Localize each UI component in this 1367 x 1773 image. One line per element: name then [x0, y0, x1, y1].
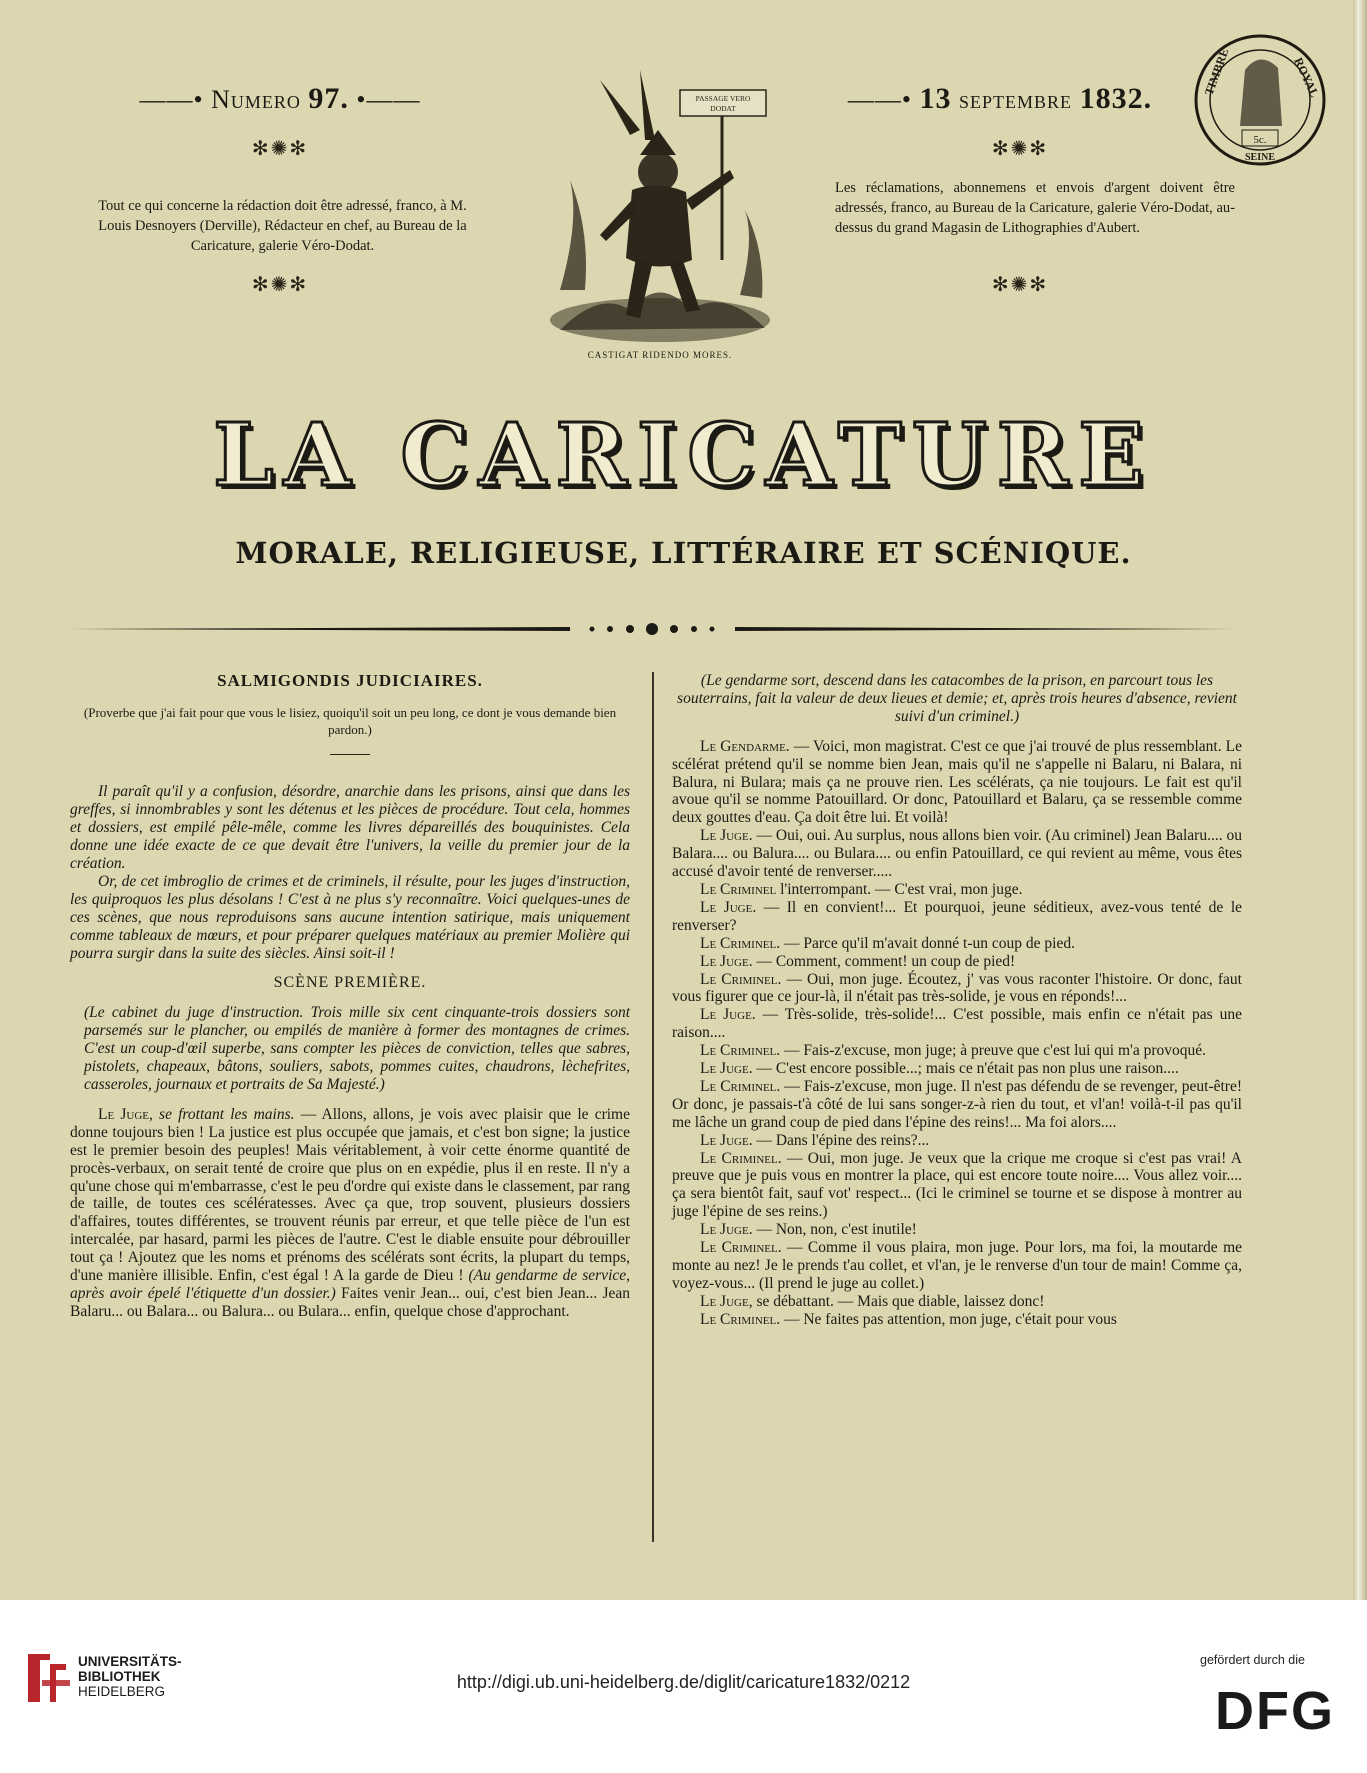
ornament-right-lower: ✻✺✻: [991, 274, 1049, 296]
scene-heading: SCÈNE PREMIÈRE.: [273, 974, 427, 992]
funding-label: gefördert durch die: [1200, 1653, 1305, 1667]
speech-text: — Ne faites pas attention, mon juge, c'était pour vous: [783, 1310, 1117, 1328]
ornamental-rule: [70, 622, 1235, 636]
speech-text: — Parce qu'il m'avait donné t-un coup de pied.: [783, 934, 1075, 952]
speech-text: — Non, non, c'est inutile!: [756, 1221, 917, 1239]
ornament-left: ✻✺✻: [251, 138, 309, 160]
stamp-text-left: TIMBRE: [1201, 46, 1232, 98]
dialogue-line: [672, 1132, 1242, 1150]
dialogue-line: [672, 1221, 1242, 1239]
dialogue-line: [672, 935, 1242, 953]
separator: [330, 754, 370, 756]
intro-paragraph-2: Or, de cet imbroglio de crimes et de criminels, il résulte, pour les juges d'instruction, les quiproquos les plus désolans ! C'est à ne plus s'y reconnaître. Voici quelques-unes de ces scènes, que nous reproduisons sans aucune intention satirique, mais uniquement comme tableaux de mœurs, et pour préparer quelques matériaux au premier Molière qui pourra surgir dans la suite des siècles. Ainsi soit-il !: [70, 872, 630, 962]
speaker-name: Le Juge.: [700, 1006, 763, 1024]
editorial-address: Tout ce qui concerne la rédaction doit être adressé, franco, à M. Louis Desnoyers (Derville), Rédacteur en chef, au Bureau de la Caricature, galerie Véro-Dodat.: [98, 198, 467, 254]
speech-text: — Comment, comment! un coup de pied!: [756, 952, 1016, 970]
dialogue-line: [672, 899, 1242, 935]
vignette-banner-line2: DODAT: [710, 104, 736, 113]
dialogue: [672, 738, 1242, 1329]
speaker-name: Le Criminel.: [700, 1149, 787, 1167]
column-divider: [652, 672, 654, 1542]
page-edge: [1353, 0, 1367, 1600]
juge-monologue: Le Juge, se frottant les mains. — Allons, allons, je vois avec plaisir que le crime donne toujours bien ! La justice est plus occupée que jamais, et c'est bon signe; la justice est le premier besoin des peuples! Mais véritablement, à voir cette énorme quantité de procès-verbaux, on serait tenté de croire que plus on en expédie, plus il en reste. Il n'y a qu'une chose qui m'embarrasse, c'est le peu d'ordre qui existe dans le classement, par rang de taille, de toutes ces scélératesses. Avec ça que, trop souvent, plusieurs dossiers d'affaires, toutes différentes, se trouvent réunis par erreur, et que telle pièce de l'un est intercalée, par hasard, parmi les pièces de l'autre. C'est le diable ensuite pour débrouiller tout ça ! Ajoutez que les noms et prénoms des scélérats sont écrits, la plupart du temps, d'une manière illisible. Enfin, c'est égal ! A la garde de Dieu ! (Au gendarme de service, après avoir épelé l'étiquette d'un dossier.) Faites venir Jean... oui, c'est bien Jean... Jean Balaru... ou Balara... ou Balura... ou Bulara... enfin, quelque chose d'approchant.: [70, 1105, 631, 1320]
speaker-name: Le Juge.: [700, 1060, 757, 1078]
jester-vignette-illustration: [540, 60, 780, 350]
vignette-banner-line1: PASSAGE VERO: [695, 94, 751, 103]
speech-text: — C'est encore possible...; mais ce n'était pas non plus une raison....: [756, 1060, 1179, 1078]
dialogue-line: [672, 1239, 1242, 1293]
speech-text: — Dans l'épine des reins?...: [756, 1131, 930, 1149]
speech-text: — Voici, mon magistrat. C'est ce que j'ai trouvé de plus ressemblant. Le scélérat prétend qu'il se nomme bien Jean, mais qu'il ne s'appelle ni Balaru, ni Balara, ni Balura, ni Bulara; mais ça ne prouve rien. Les scélérats, ça nie toujours. Le fait est qu'il avoue qu'il se nomme Patouillard. Or donc, Patouillard et Balaru, ça se ressemble comme deux gouttes d'eau. Ça doit être lui. Et voilà!: [672, 737, 1242, 827]
speaker-name: Le Criminel.: [700, 1239, 788, 1257]
speech-text: — Fais-z'excuse, mon juge. Il n'est pas défendu de se revenger, peut-être! Or donc, je passais-t'à côté de lui sans songer-z-à rien du tout, et vl'an! voilà-t-il pas qu'il me lâche un grand coup de pied dans l'épine des reins!... Ma foi alors....: [672, 1077, 1242, 1131]
dialogue-line: [672, 1150, 1242, 1222]
dialogue-line: [672, 953, 1242, 971]
stage-direction-2: (Le gendarme sort, descend dans les catacombes de la prison, en parcourt tous les souterrains, fait la valeur de deux lieues et demie; et, après trois heures d'absence, revient suivi d'un criminel.): [677, 672, 1237, 725]
speech-text: — Il en convient!... Et pourquoi, jeune séditieux, avez-vous tenté de le renverser?: [672, 898, 1243, 934]
stamp-price: 5c.: [1253, 134, 1267, 146]
speech-text: — Très-solide, très-solide!... C'est possible, mais enfin ce n'était pas une raison....: [672, 1006, 1242, 1042]
issue-date: ——• 13 septembre 1832.: [847, 82, 1153, 115]
article-left-column: [70, 672, 630, 1321]
stamp-text-right: ROYAL: [1291, 55, 1322, 100]
speech-text: — Oui, mon juge. Écoutez, j' vas vous raconter l'histoire. Or donc, faut vous figurer que ce jour-là, il n'était pas très-solide, je vous en réponds!...: [672, 970, 1242, 1006]
stage-direction-1: (Le cabinet du juge d'instruction. Trois mille six cent cinquante-trois dossiers sont parsemés sur le plancher, ou empilés de manière à former des montagnes de crimes. C'est un coup-d'œil superbe, sans compter les pièces de conviction, telles que sabres, pistolets, chapeaux, bâtons, souliers, sabots, pommes cuites, chaudrons, lèchefrites, casseroles, journaux et portraits de Sa Majesté.): [84, 1004, 630, 1093]
dialogue-line: [672, 971, 1242, 1007]
article-note: (Proverbe que j'ai fait pour que vous le lisiez, quoiqu'il soit un peu long, ce dont je vous demande bien pardon.): [83, 704, 617, 737]
dialogue-line: [672, 827, 1242, 881]
speech-text: — Fais-z'excuse, mon juge; à preuve que c'est lui qui m'a provoqué.: [783, 1042, 1207, 1060]
stamp-seine: SEINE: [1244, 152, 1276, 163]
dialogue-line: [672, 738, 1242, 828]
speaker-name: Le Juge.: [700, 1221, 757, 1239]
newspaper-title: LA CARICATURE: [213, 405, 1154, 506]
speaker-name: Le Gendarme.: [700, 737, 794, 755]
dialogue-line: [672, 1006, 1242, 1042]
royal-stamp: [1190, 30, 1330, 170]
speaker-name: Le Juge.: [700, 898, 764, 916]
speech-text: — Comme il vous plaira, mon juge. Pour lors, ma foi, la moutarde me monte au nez! Je le prends t'au collet, et vl'an, je le renverse d'un tour de main! Comme ça, voyez-vous... (Il prend le juge au collet.): [672, 1239, 1243, 1292]
speaker-name: Le Juge,: [700, 1292, 757, 1310]
motto: CASTIGAT RIDENDO MORES.: [587, 350, 733, 360]
ornament-right: ✻✺✻: [991, 138, 1049, 160]
article-right-column: [672, 672, 1242, 1329]
article-title: SALMIGONDIS JUDICIAIRES.: [217, 671, 483, 690]
speaker-name: Le Criminel.: [700, 934, 784, 952]
intro-paragraph-1: Il paraît qu'il y a confusion, désordre, anarchie dans les prisons, ainsi que dans les greffes, si innombrables y sont les détenus et les pièces de procédure. Tout cela, hommes et dossiers, est empilé pêle-mêle, comme les livres dépareillés des bouquinistes. Cela donne une idée exacte de ce que devait être l'univers, la veille du premier jour de la création.: [70, 783, 630, 873]
newspaper-subtitle: MORALE, RELIGIEUSE, LITTÉRAIRE ET SCÉNIQUE.: [235, 536, 1132, 570]
speaker-name: Le Juge.: [700, 827, 757, 845]
speaker-name: Le Criminel.: [700, 970, 787, 988]
page-url[interactable]: http://digi.ub.uni-heidelberg.de/diglit/caricature1832/0212: [456, 1672, 911, 1692]
subscription-address: Les réclamations, abonnemens et envois d'argent doivent être adressés, franco, au Bureau de la Caricature, galerie Véro-Dodat, au-dessus du grand Magasin de Lithographies d'Aubert.: [835, 180, 1235, 236]
issue-number: ——• Numero 97. •——: [139, 82, 421, 115]
dfg-logo: DFG: [1215, 1681, 1335, 1741]
speaker-name: Le Juge.: [700, 1131, 757, 1149]
speech-text: l'interrompant. — C'est vrai, mon juge.: [780, 880, 1023, 898]
dialogue-line: [672, 1042, 1242, 1060]
speaker-name: Le Criminel.: [700, 1077, 785, 1095]
dialogue-line: [672, 1078, 1242, 1132]
university-name: UNIVERSITÄTS- BIBLIOTHEK HEIDELBERG: [78, 1654, 182, 1699]
speech-text: se débattant. — Mais que diable, laissez donc!: [756, 1292, 1045, 1310]
speaker-name: Le Criminel.: [700, 1042, 784, 1060]
dialogue-line: [672, 1311, 1242, 1329]
speech-text: — Oui, oui. Au surplus, nous allons bien voir. (Au criminel) Jean Balaru.... ou Balara.... ou Balura.... ou Bulara.... ou enfin Patouillard, ce qui revient au même, vous êtes accusé d'avoir tenté de renverser.....: [672, 827, 1242, 881]
speaker-name: Le Criminel: [700, 880, 781, 898]
dialogue-line: [672, 1060, 1242, 1078]
speaker-name: Le Juge.: [700, 952, 757, 970]
speaker-name: Le Criminel.: [700, 1310, 784, 1328]
ornament-left-lower: ✻✺✻: [251, 274, 309, 296]
dialogue-line: [672, 1293, 1242, 1311]
dialogue-line: [672, 881, 1242, 899]
speech-text: — Oui, mon juge. Je veux que la crique me croque si c'est pas vrai! A preuve que je puis vous en montrer la place, qui est encore toute noire.... Vous allez voir.... ça sera bientôt fait, sauf vot' respect... (Ici le criminel se tourne et se dispose à montrer au juge l'épine de ses reins.): [672, 1149, 1243, 1221]
